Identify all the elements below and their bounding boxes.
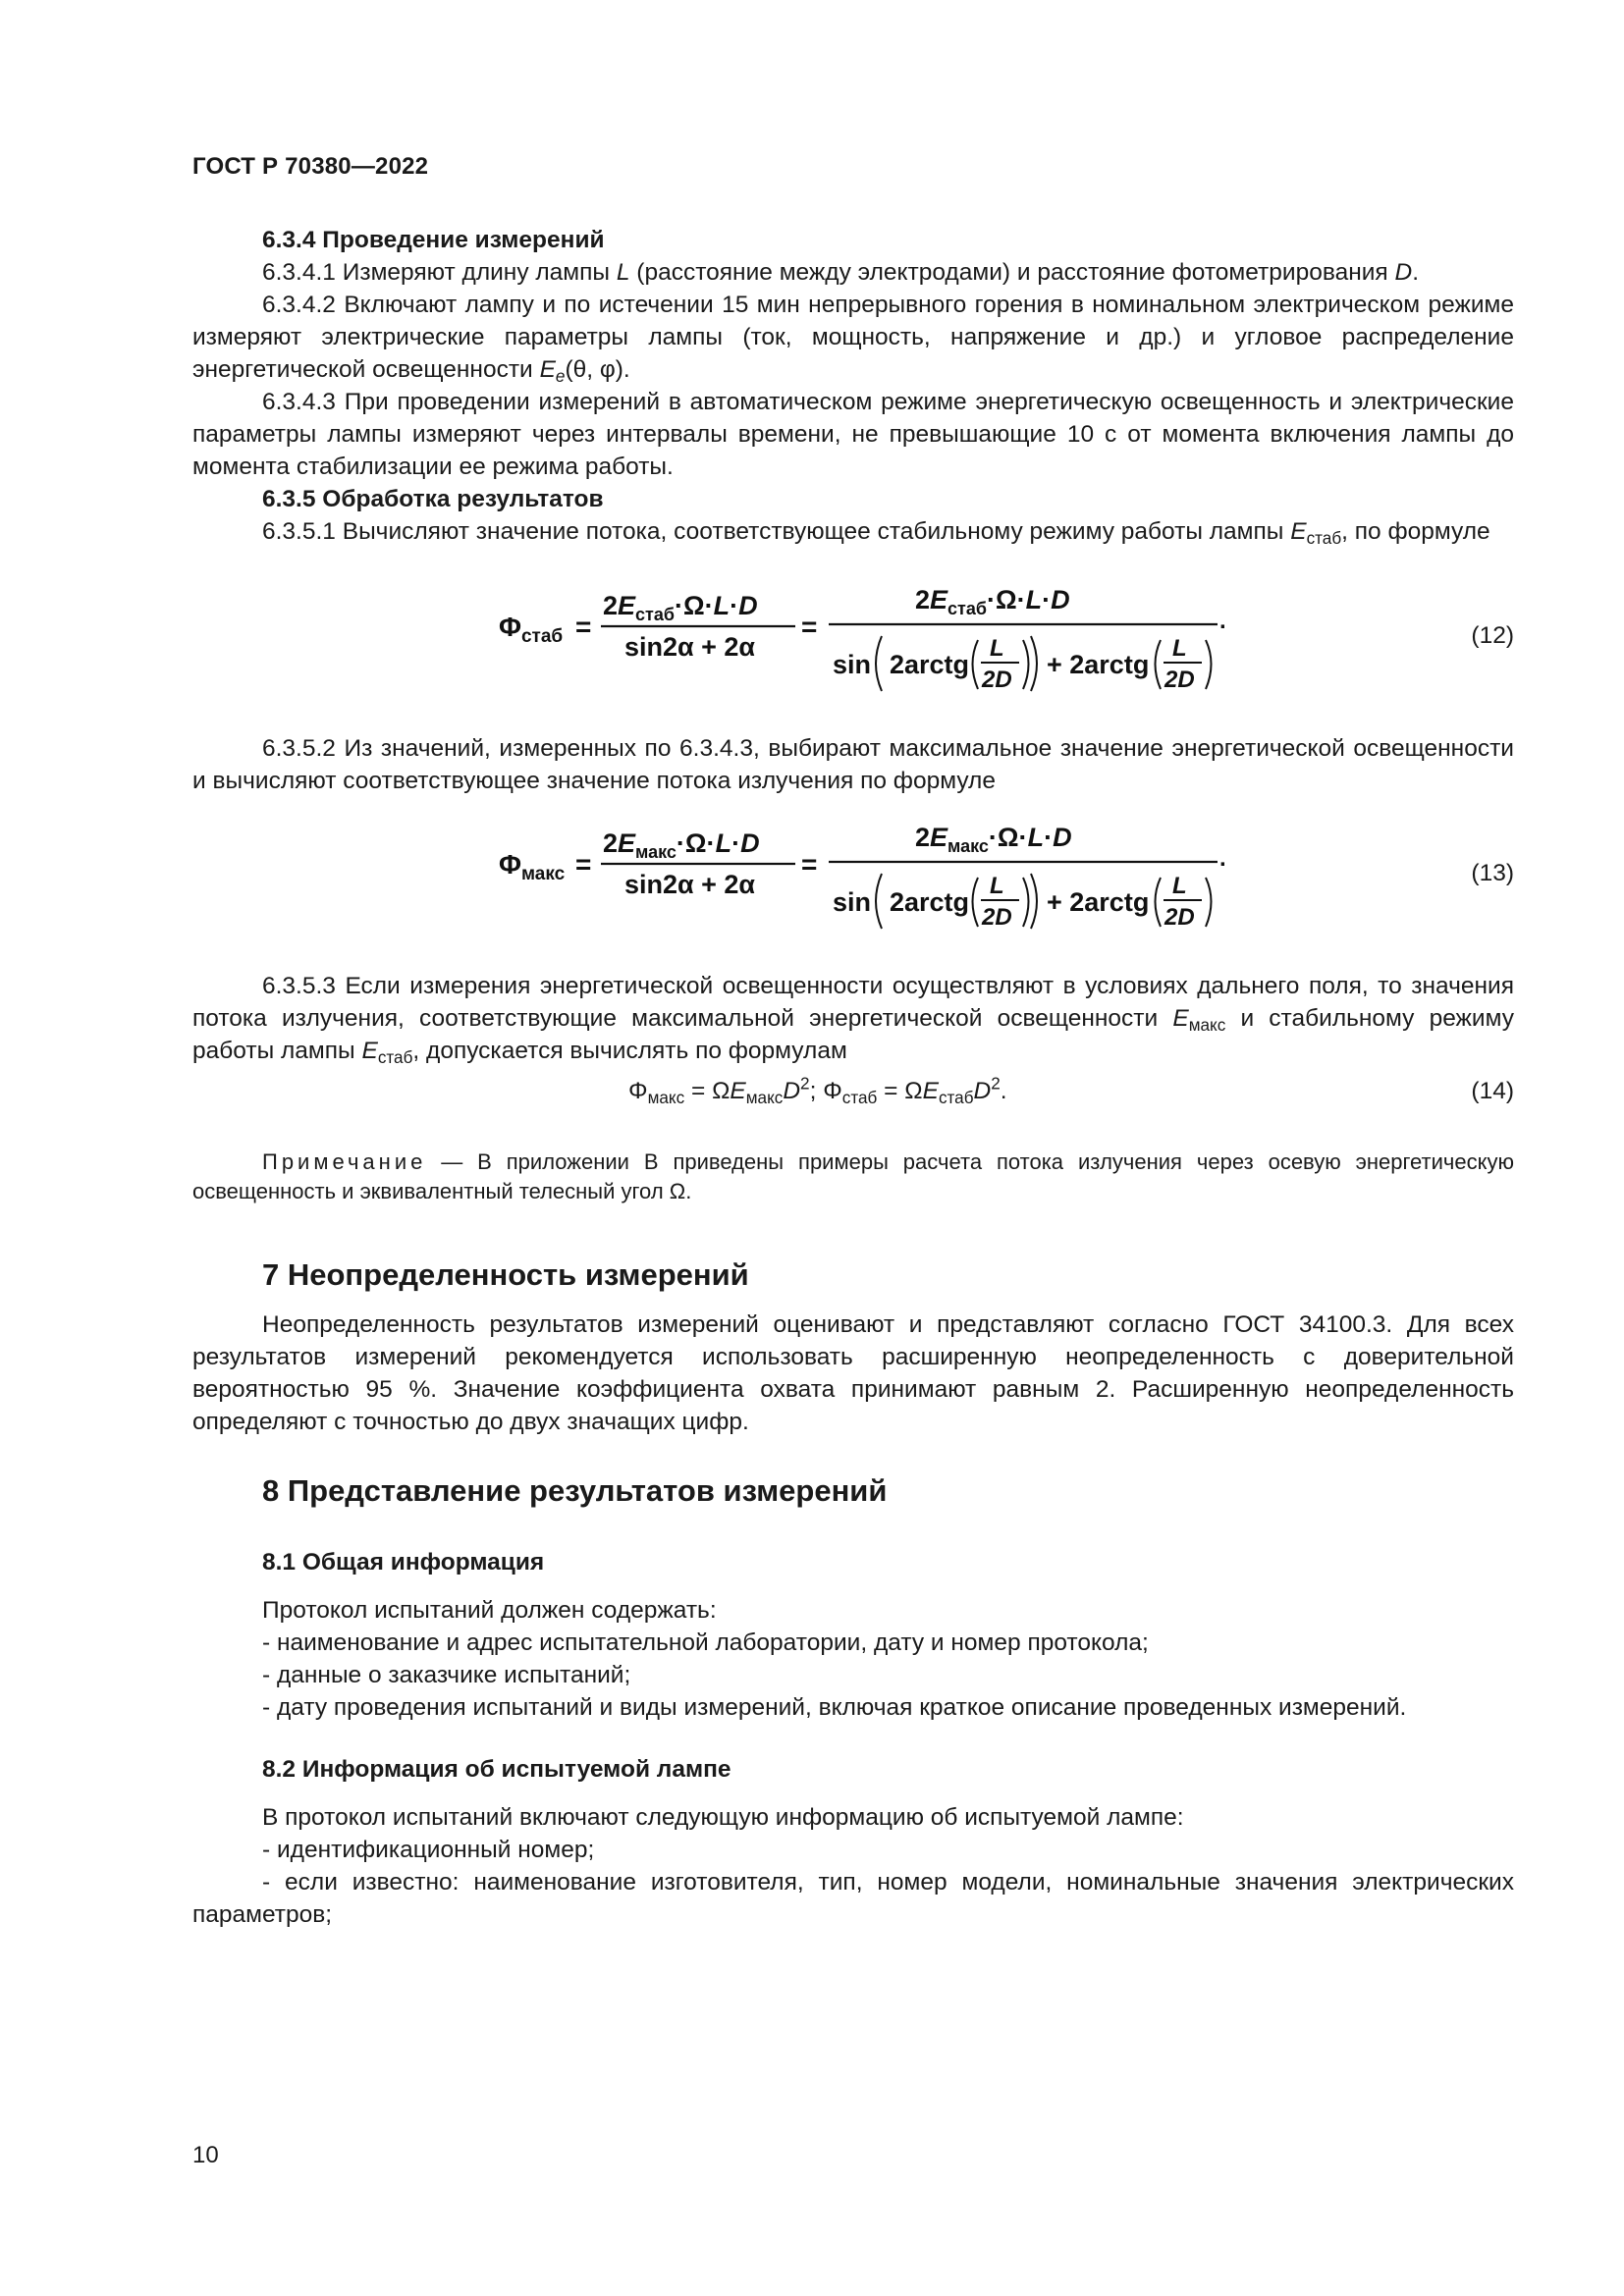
eq13-right-paren-2: [1206, 878, 1212, 927]
eq13-equals-1: =: [575, 849, 592, 880]
eq13-denominator-left: sin2α + 2α: [624, 870, 756, 899]
section-8-2-intro: В протокол испытаний включают следующую информацию об испытуемой лампе:: [262, 1804, 1184, 1831]
eq12-numerator-left: $2E_{стаб}\cdot\Omega\cdot L\cdot D$: [603, 591, 758, 624]
eq12-arctg-1: 2arctg: [890, 650, 970, 679]
eq12-equals-1: =: [575, 612, 592, 642]
eq12-equals-2: =: [801, 612, 818, 642]
equation-14-number: (14): [1471, 1078, 1514, 1104]
list-item: - идентификационный номер;: [262, 1837, 595, 1863]
eq12-sin: sin: [833, 650, 872, 679]
eq12-frac1-top: L: [990, 635, 1004, 662]
paragraph-6-3-4-2: 6.3.4.2 Включают лампу и по истечении 15 мин непрерывного горения в номинальном электрическом режиме измеряют электрические параметры лампы (ток, мощность, напряжение и др.) и угловое распределение энергетической освещенности $E_e(\theta$, φ).: [192, 292, 1514, 387]
equation-12-number: (12): [1471, 622, 1514, 649]
eq12-frac2-top: L: [1172, 635, 1187, 662]
paragraph-6-3-5-2: 6.3.5.2 Из значений, измеренных по 6.3.4.3, выбирают максимальное значение энергетической освещенности и вычисляют соответствующее значение потока излучения по формуле: [192, 735, 1514, 794]
equation-14: [192, 1067, 1514, 1118]
equation-12-formula: [192, 565, 1514, 713]
equation-13: [192, 803, 1514, 950]
eq13-arctg-1: 2arctg: [890, 887, 970, 917]
eq12-denominator-left: sin2α + 2α: [624, 632, 756, 662]
equation-13-number: (13): [1471, 860, 1514, 886]
paragraph-6-3-5-1: 6.3.5.1 Вычисляют значение потока, соответствующее стабильному режиму работы лампы $E_{стаб}$, по формуле: [262, 518, 1490, 549]
eq13-frac1-top: L: [990, 873, 1004, 899]
eq12-arctg-2: + 2arctg: [1047, 650, 1150, 679]
eq13-left-paren-inner: [973, 878, 979, 927]
section-8-title: 8 Представление результатов измерений: [262, 1473, 888, 1508]
list-item: - наименование и адрес испытательной лаборатории, дату и номер протокола;: [262, 1629, 1149, 1656]
eq13-equals-2: =: [801, 849, 818, 880]
eq13-numerator-left: $2E_{макс}\cdot\Omega\cdot L\cdot D$: [603, 828, 760, 862]
section-8-1-intro: Протокол испытаний должен содержать:: [262, 1597, 717, 1624]
eq12-right-paren-outer: [1031, 636, 1037, 691]
eq12-period: .: [1219, 608, 1226, 634]
eq13-right-paren-outer: [1031, 874, 1037, 929]
eq13-frac1-bottom: 2D: [982, 904, 1012, 931]
document-header: ГОСТ Р 70380—2022: [192, 153, 429, 180]
section-7-title: 7 Неопределенность измерений: [262, 1257, 749, 1292]
eq13-left-paren-2: [1156, 878, 1162, 927]
eq12-right-paren-inner: [1023, 640, 1029, 689]
equation-12: [192, 565, 1514, 713]
eq12-left-paren-2: [1156, 640, 1162, 689]
eq12-phi: $\Phi_{стаб}$: [499, 612, 564, 647]
page-content: [192, 224, 1514, 1931]
eq13-phi: $\Phi_{макс}$: [499, 849, 566, 884]
page-number: 10: [192, 2142, 219, 2168]
eq12-frac1-bottom: 2D: [982, 667, 1012, 693]
section-8-1-title: 8.1 Общая информация: [262, 1549, 545, 1575]
note-label: Примечание: [262, 1149, 427, 1174]
eq12-right-paren-2: [1206, 640, 1212, 689]
section-6-3-4-title: 6.3.4 Проведение измерений: [262, 227, 605, 253]
eq13-frac2-bottom: 2D: [1164, 904, 1195, 931]
section-7-text: Неопределенность результатов измерений оценивают и представляют согласно ГОСТ 34100.3. Для всех результатов измерений рекомендуется использовать расширенную неопределенность с доверительной вероятностью 95 %. Значение коэффициента охвата принимают равным 2. Расширенную неопределенность определяют с точностью до двух значащих цифр.: [192, 1311, 1514, 1435]
note-text: — В приложении В приведены примеры расчета потока излучения через осевую энергетическую освещенность и эквивалентный телесный угол Ω.: [192, 1149, 1514, 1203]
eq12-left-paren-outer: [876, 636, 882, 691]
eq13-sin: sin: [833, 887, 872, 917]
eq12-frac2-bottom: 2D: [1164, 667, 1195, 693]
list-item: - если известно: наименование изготовителя, тип, номер модели, номинальные значения электрических параметров;: [192, 1869, 1514, 1928]
equation-13-formula: [192, 803, 1514, 950]
eq13-period: .: [1219, 845, 1226, 872]
eq12-numerator-right: $2E_{стаб}\cdot\Omega\cdot L\cdot D$: [915, 585, 1070, 618]
eq13-numerator-right: $2E_{макс}\cdot\Omega\cdot L\cdot D$: [915, 823, 1072, 856]
paragraph-6-3-4-1: 6.3.4.1 Измеряют длину лампы L (расстояние между электродами) и расстояние фотометрирования D.: [262, 259, 1420, 286]
eq13-arctg-2: + 2arctg: [1047, 887, 1150, 917]
eq12-left-paren-inner: [973, 640, 979, 689]
eq13-right-paren-inner: [1023, 878, 1029, 927]
section-6-3-5-title: 6.3.5 Обработка результатов: [262, 486, 604, 512]
eq13-left-paren-outer: [876, 874, 882, 929]
section-8-2-title: 8.2 Информация об испытуемой лампе: [262, 1756, 731, 1783]
equation-14-formula: $\Phi_{макс} = \Omega E_{макс}D^2$; $\Phi_{стаб} = \Omega E_{стаб}D^2$.: [628, 1073, 1007, 1108]
paragraph-6-3-4-3: 6.3.4.3 При проведении измерений в автоматическом режиме энергетическую освещенность и электрические параметры лампы измеряют через интервалы времени, не превышающие 10 с от момента включения лампы до момента стабилизации ее режима работы.: [192, 389, 1514, 480]
paragraph-6-3-5-3: 6.3.5.3 Если измерения энергетической освещенности осуществляют в условиях дальнего поля, то значения потока излучения, соответствующие максимальной энергетической освещенности $E_{макс}$ и стабильному режиму работы лампы $E_{стаб}$, допускается вычислять по формулам: [192, 973, 1514, 1068]
list-item: - данные о заказчике испытаний;: [262, 1662, 631, 1688]
eq13-frac2-top: L: [1172, 873, 1187, 899]
list-item: - дату проведения испытаний и виды измерений, включая краткое описание проведенных измерений.: [262, 1694, 1407, 1721]
note: [192, 1148, 1514, 1206]
